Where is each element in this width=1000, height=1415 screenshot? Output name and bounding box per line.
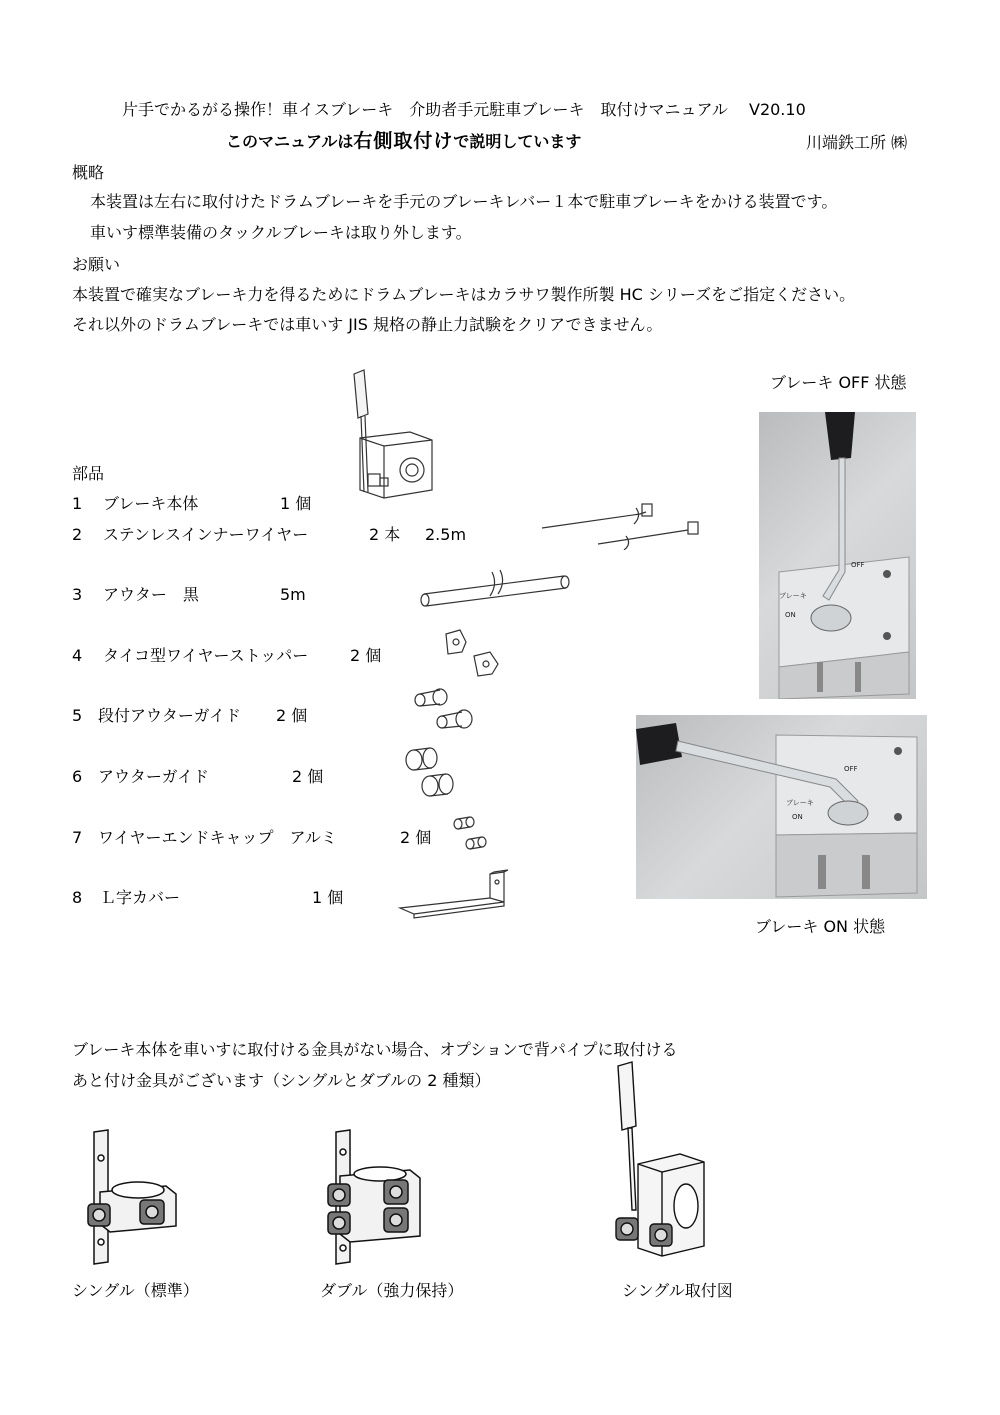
subtitle-pre: このマニュアルは [226,132,354,151]
part-6-name: アウターガイド [98,767,210,786]
manual-title: 片手でかるがる操作！車イスブレーキ 介助者手元駐車ブレーキ 取付けマニュアル V20.10 [122,100,806,119]
brake-off-photo-drawing [759,412,916,699]
double-bracket-illustration [322,1128,426,1266]
brake-off-label: ブレーキ OFF 状態 [770,373,907,392]
on-photo-off-text: OFF [844,765,858,773]
part-3-num: 3 [72,585,83,604]
wire-end-cap-illustration [448,812,494,858]
part-6-qty: 2 個 [292,767,324,786]
part-3-name: アウター 黒 [103,585,199,604]
part-3-qty: 5m [280,585,306,604]
off-photo-off-text: OFF [851,561,865,569]
part-5-name: 段付アウターガイド [98,706,242,725]
part-1-qty: 1 個 [280,494,312,513]
part-7-qty: 2 個 [400,828,432,847]
part-5-num: 5 [72,706,83,725]
single-mount-illustration [610,1060,720,1272]
inner-wire-illustration [538,498,724,550]
part-7-name: ワイヤーエンドキャップ アルミ [98,828,337,847]
company-name: 川端鉄工所 ㈱ [806,133,908,152]
brake-on-photo [636,715,927,899]
brake-on-label: ブレーキ ON 状態 [755,917,886,936]
outer-cable-illustration [414,566,574,610]
double-caption: ダブル（強力保持） [320,1281,464,1300]
part-8-qty: 1 個 [312,888,344,907]
brake-off-photo [759,412,916,699]
option-line-2: あと付け金具がございます（シングルとダブルの 2 種類） [72,1071,491,1090]
part-5-qty: 2 個 [276,706,308,725]
request-heading: お願い [72,255,121,274]
single-bracket-illustration [80,1128,180,1266]
stepped-outer-guide-illustration [410,684,478,740]
off-photo-on-text: ON [785,611,796,619]
subtitle-post: で説明しています [453,132,582,151]
part-2-name: ステンレスインナーワイヤー [103,525,309,544]
overview-line-1: 本装置は左右に取付けたドラムブレーキを手元のブレーキレバー１本で駐車ブレーキをかける装置です。 [90,192,838,211]
brake-body-illustration [340,362,450,512]
part-2-length: 2.5m [425,525,467,544]
parts-heading: 部品 [72,464,105,483]
on-photo-on-text: ON [792,813,803,821]
overview-line-2: 車いす標準装備のタックルブレーキは取り外します。 [90,223,472,242]
single-caption: シングル（標準） [72,1281,199,1300]
on-photo-brake-text: ブレーキ [786,799,814,807]
manual-subtitle [226,131,581,152]
part-4-num: 4 [72,646,83,665]
part-6-num: 6 [72,767,83,786]
wire-stopper-illustration [440,626,506,682]
part-1-num: 1 [72,494,83,513]
part-1-name: ブレーキ本体 [103,494,199,513]
part-2-qty: 2 本 [369,525,401,544]
part-8-num: 8 [72,888,83,907]
request-line-2: それ以外のドラムブレーキでは車いす JIS 規格の静止力試験をクリアできません。 [72,315,663,334]
off-photo-brake-text: ブレーキ [779,592,807,600]
part-8-name: Ｌ字カバー [100,888,181,907]
part-2-num: 2 [72,525,83,544]
option-line-1: ブレーキ本体を車いすに取付ける金具がない場合、オプションで背パイプに取付ける [72,1040,678,1059]
part-4-qty: 2 個 [350,646,382,665]
subtitle-emphasis: 右側取付け [353,130,454,152]
part-7-num: 7 [72,828,83,847]
part-4-name: タイコ型ワイヤーストッパー [103,646,309,665]
overview-heading: 概略 [72,163,105,182]
request-line-1: 本装置で確実なブレーキ力を得るためにドラムブレーキはカラサワ製作所製 HC シリーズをご指定ください。 [72,285,856,304]
brake-on-photo-drawing [636,715,927,899]
outer-guide-illustration [402,742,462,802]
l-cover-illustration [394,868,518,928]
mount-caption: シングル取付図 [622,1281,733,1300]
